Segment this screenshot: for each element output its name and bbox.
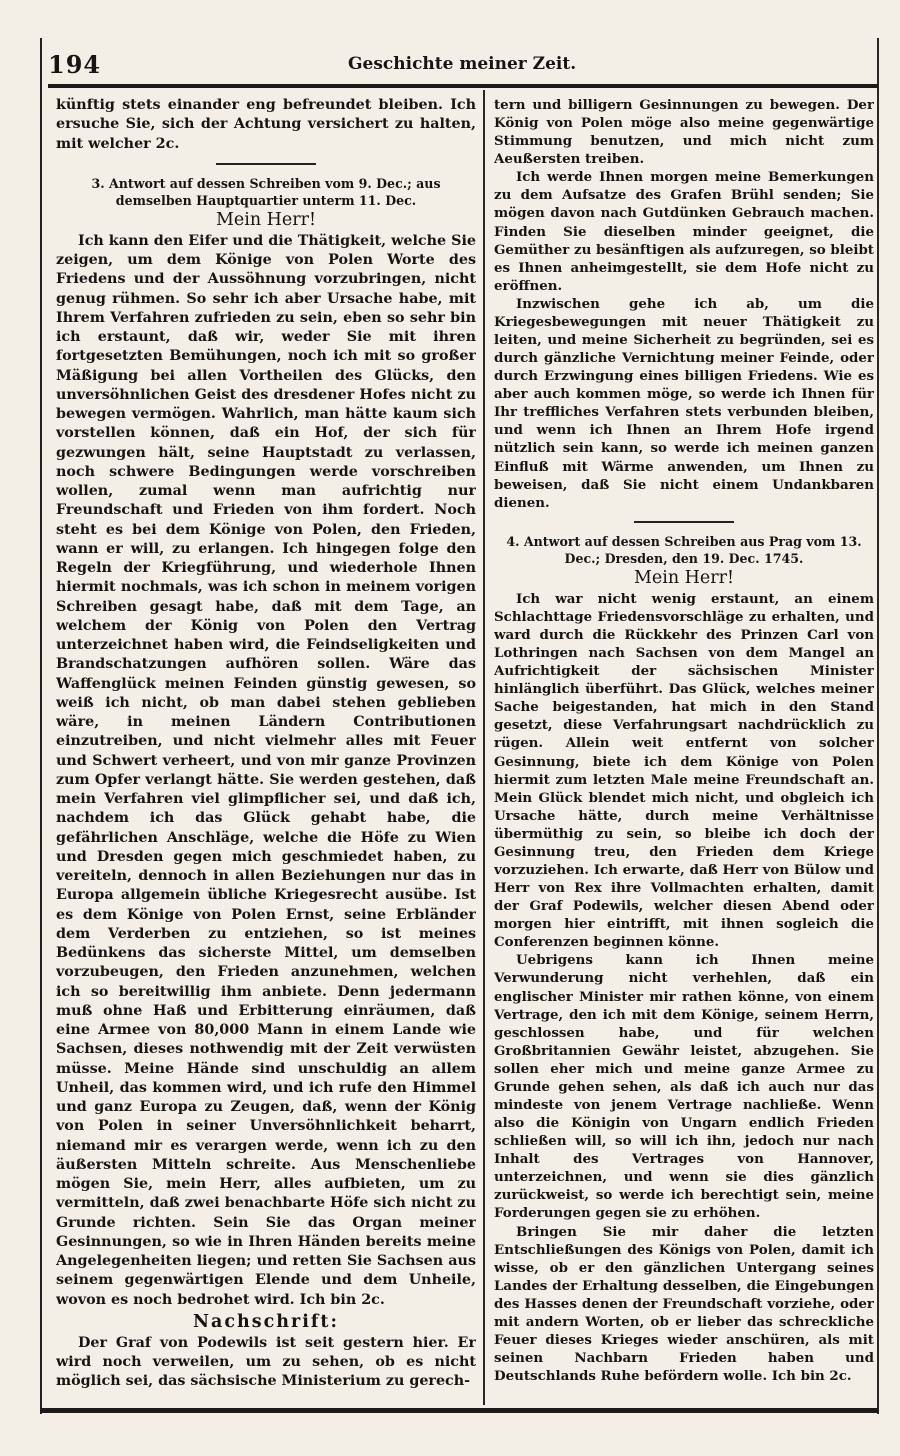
salutation: Mein Herr! [215, 209, 317, 230]
column-divider [483, 90, 485, 1405]
paragraph: Ich war nicht wenig erstaunt, an einem Schlachttage Friedensvorschläge zu erhalten, und ward durch die Rückkehr des Prinzen Carl von Lothringen nach Sachsen von dem Mangel an Aufrichtigkeit der sächsischen Minister hinlänglich überführt. Das Glück, welches meiner Sache beigestanden, hat mich in den Stand gesetzt, diese Verfahrungsart nachdrücklich zu rügen. Allein weit entfernt von solcher Gesinnung, biete ich dem Könige von Polen hiermit zum letzten Male meine Freundschaft an. Mein Glück blendet mich nicht, und obgleich ich Ursache hätte, durch meine Verhältnisse übermüthig zu sein, so bleibe ich doch der Gesinnung treu, den Frieden dem Kriege vorzuziehen. Ich erwarte, daß Herr von Bülow und Herr von Rex ihre Vollmachten erhalten, damit der Graf Podewils, welcher diesen Abend oder morgen hier eintrifft, mit ihnen sogleich die Conferenzen beginnen könne. [494, 590, 874, 951]
right-border-rule [877, 38, 879, 1414]
page-number: 194 [48, 50, 102, 79]
paragraph: Ich werde Ihnen morgen meine Bemerkungen zu dem Aufsatze des Grafen Brühl senden; Sie mögen davon nach Gutdünken Gebrauch machen. Finden Sie dieselben minder geeignet, die Gemüther zu besänftigen als aufzuregen, so bleibt es Ihnen anheimgestellt, sie dem Hofe nicht zu eröffnen. [494, 169, 874, 294]
letter-heading: 3. Antwort auf dessen Schreiben vom 9. Dec.; aus demselben Hauptquartier unterm 11. Dec. [91, 175, 441, 208]
page-header [48, 50, 874, 82]
right-column [494, 96, 874, 1398]
left-column [56, 96, 476, 1398]
paragraph: Bringen Sie mir daher die letzten Entschließungen des Königs von Polen, damit ich wisse, ob er den gänzlichen Untergang seines Landes der Erhaltung desselben, die Eingebungen des Hasses denen der Freundschaft vorziehe, oder mit andern Worten, ob er lieber das schreckliche Feuer dieses Krieges wieder anschüren, als mit seinen Nachbarn Frieden haben und Deutschlands Ruhe befördern wolle. Ich bin 2c. [494, 1223, 874, 1385]
section-separator [634, 521, 734, 523]
paragraph: künftig stets einander eng befreundet bleiben. Ich ersuche Sie, sich der Achtung versichert zu halten, mit welcher 2c. [56, 97, 476, 152]
section-separator [216, 163, 316, 165]
paragraph: Inzwischen gehe ich ab, um die Kriegesbewegungen mit neuer Thätigkeit zu leiten, und meine Sicherheit zu begründen, sei es durch gänzliche Vernichtung meiner Feinde, oder durch Erzwingung eines billigen Friedens. Wie es aber auch kommen möge, so werde ich Ihnen für Ihr treffliches Verfahren stets verbunden bleiben, und wenn ich Ihnen an Ihrem Hofe irgend nützlich sein kann, so werde ich meinen ganzen Einfluß mit Wärme anwenden, um Ihnen zu beweisen, daß Sie nicht einem Undankbaren dienen. [494, 295, 874, 511]
postscript-heading: Nachschrift: [193, 1311, 339, 1332]
letter-heading: 4. Antwort auf dessen Schreiben aus Prag vom 13. Dec.; Dresden, den 19. Dec. 1745. [506, 533, 862, 566]
paragraph: Uebrigens kann ich Ihnen meine Verwunderung nicht verhehlen, daß ein englischer Minister mir rathen könne, von einem Vertrage, den ich mit dem Könige, seinem Herrn, geschlossen habe, und für welchen Großbritannien Gewähr leistet, abzugehen. Sie sollen eher mich und meine ganze Armee zu Grunde gehen sehen, als daß ich auch nur das mindeste von jenem Vertrage nachließe. Wenn also die Königin von Ungarn endlich Frieden schließen will, so will ich ihn, jedoch nur nach Inhalt des Vertrages von Hannover, unterzeichnen, und wenn sie dies gänzlich zurückweist, so werde ich berechtigt sein, meine Forderungen gegen sie zu erhöhen. [494, 952, 874, 1222]
running-head: Geschichte meiner Zeit. [348, 54, 577, 74]
paragraph: Der Graf von Podewils ist seit gestern hier. Er wird noch verweilen, um zu sehen, ob es nicht möglich sei, das sächsische Ministerium zu gerech- [56, 1334, 476, 1390]
paragraph: tern und billigern Gesinnungen zu bewegen. Der König von Polen möge also meine gegenwärtige Stimmung benutzen, und mich nicht zum Aeußersten treiben. [494, 97, 874, 168]
paragraph: Ich kann den Eifer und die Thätigkeit, welche Sie zeigen, um dem Könige von Polen Worte des Friedens und der Aussöhnung vorzubringen, nicht genug rühmen. So sehr ich aber Ursache habe, mit Ihrem Verfahren zufrieden zu sein, eben so sehr bin ich erstaunt, daß wir, weder Sie mit ihren fortgesetzten Bemühungen, noch ich mit so großer Mäßigung bei allen Vortheilen des Glücks, den unversöhnlichen Geist des dresdener Hofes nicht zu bewegen vermögen. Wahrlich, man hätte kaum sich vorstellen können, daß ein Hof, der sich für gezwungen hält, seine Hauptstadt zu verlassen, noch schwere Bedingungen werde vorschreiben wollen, zumal wenn man aufrichtig nur Freundschaft und Frieden von ihm fordert. Noch steht es bei dem Könige von Polen, den Frieden, wann er will, zu erlangen. Ich hingegen folge den Regeln der Kriegführung, und wiederhole Ihnen hiermit nochmals, was ich schon in meinem vorigen Schreiben gesagt habe, daß mit dem Tage, an welchem der König von Polen den Vertrag unterzeichnet haben wird, die Feindseligkeiten und Brandschatzungen aufhören sollen. Wäre das Waffenglück meinen Feinden günstig gewesen, so weiß ich nicht, ob man dabei stehen geblieben wäre, in meinen Ländern Contributionen einzutreiben, und nicht vielmehr alles mit Feuer und Schwert verheert, und von mir ganze Provinzen zum Opfer verlangt hätte. Sie werden gestehen, daß mein Verfahren viel glimpflicher sei, und daß ich, nachdem ich das Glück gehabt habe, die gefährlichen Anschläge, welche die Höfe zu Wien und Dresden gegen mich geschmiedet haben, zu vereiteln, dennoch in allen Beziehungen nur das in Europa allgemein übliche Kriegesrecht ausübe. Ist es dem Könige von Polen Ernst, seine Erbländer dem Verderben zu entziehen, so ist meines Bedünkens das sicherste Mittel, um demselben vorzubeugen, den Frieden anzunehmen, welchen ich so bereitwillig ihm anbiete. Denn jedermann muß ohne Haß und Erbitterung einräumen, daß eine Armee von 80,000 Mann in einem Lande wie Sachsen, dieses nothwendig mit der Zeit verwüsten müsse. Meine Hände sind unschuldig an allem Unheil, das kommen wird, und ich rufe den Himmel und ganz Europa zu Zeugen, daß, wenn der König von Polen in seiner Unversöhnlichkeit beharrt, niemand mir es verargen werde, wenn ich zu den äußersten Mitteln schreite. Aus Menschenliebe mögen Sie, mein Herr, alles aufbieten, um zu vermitteln, daß zwei benachbarte Höfe sich nicht zu Grunde richten. Sein Sie das Organ meiner Gesinnungen, so wie in Ihren Händen bereits meine Angelegenheiten liegen; und retten Sie Sachsen aus seinem gegenwärtigen Elende und dem Unheile, wovon es noch bedrohet wird. Ich bin 2c. [56, 232, 476, 1308]
salutation: Mein Herr! [633, 567, 735, 588]
bottom-rule [40, 1408, 878, 1413]
header-rule [48, 84, 878, 88]
